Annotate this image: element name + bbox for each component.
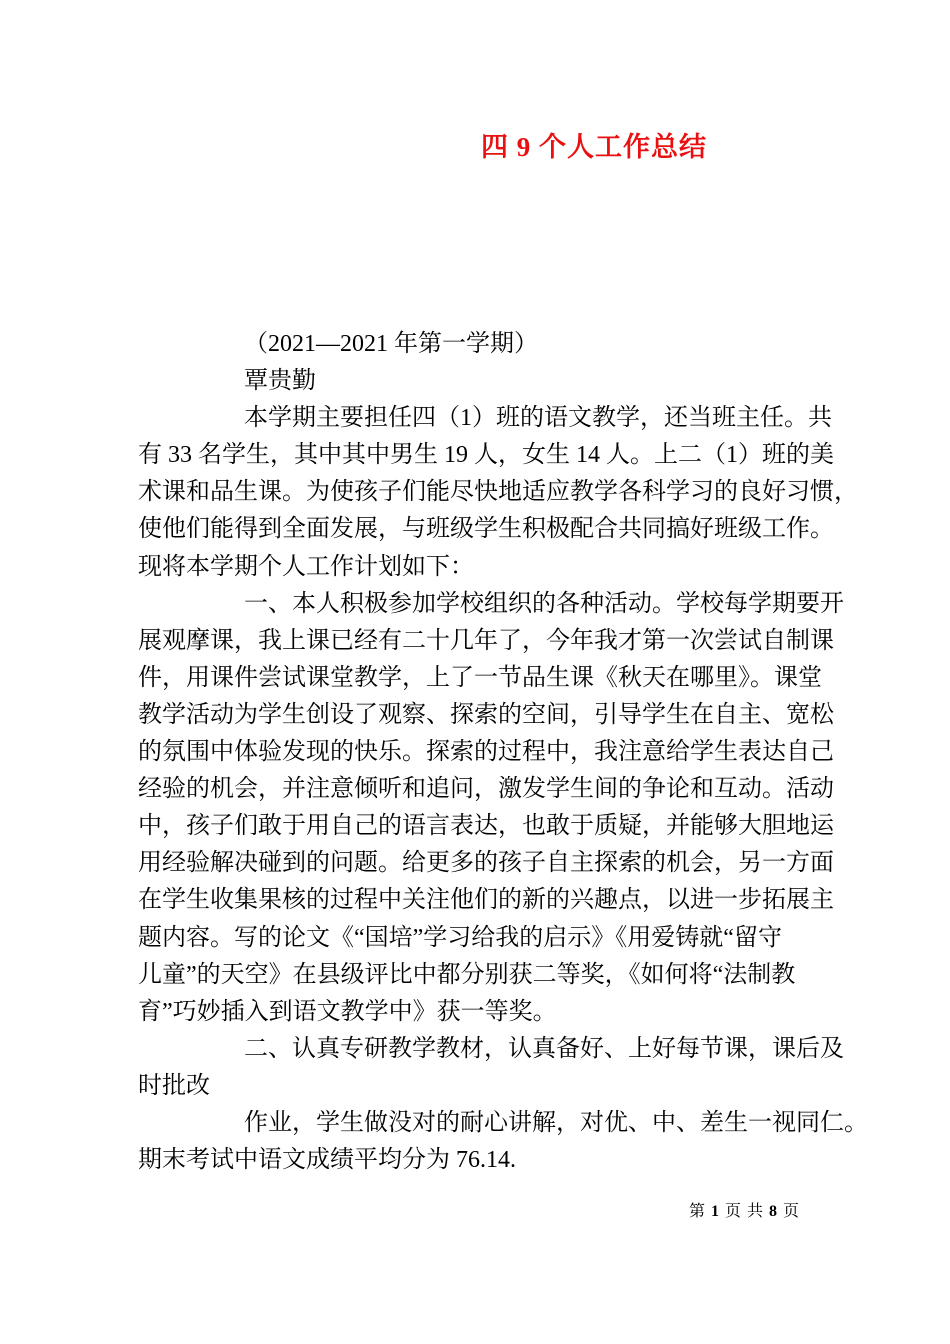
body-line: 教学活动为学生创设了观察、探索的空间，引导学生在自主、宽松 — [138, 701, 834, 728]
body-line: 使他们能得到全面发展，与班级学生积极配合共同搞好班级工作。 — [138, 516, 834, 543]
body-line: 在学生收集果核的过程中关注他们的新的兴趣点，以进一步拓展主 — [138, 887, 834, 914]
footer-label: 页 — [777, 1203, 800, 1220]
footer-page-number: 1 — [710, 1203, 720, 1220]
body-line: 中，孩子们敢于用自己的语言表达，也敢于质疑，并能够大胆地运 — [138, 813, 834, 840]
body-line: 展观摩课，我上课已经有二十几年了，今年我才第一次尝试自制课 — [138, 627, 834, 654]
body-line: 育”巧妙插入到语文教学中》获一等奖。 — [138, 998, 557, 1025]
body-line: 二、认真专研教学教材，认真备好、上好每节课，课后及 — [244, 1035, 844, 1062]
body-line: 经验的机会，并注意倾听和追问，激发学生间的争论和互动。活动 — [138, 776, 834, 803]
body-line: 期末考试中语文成绩平均分为 76.14. — [138, 1147, 516, 1174]
document-body — [138, 326, 868, 1179]
body-line: 题内容。写的论文《“国培”学习给我的启示》《用爱铸就“留守 — [138, 924, 782, 951]
body-line: （2021—2021 年第一学期） — [244, 331, 538, 357]
body-line: 有 33 名学生，其中其中男生 19 人，女生 14 人。上二（1）班的美 — [138, 442, 834, 469]
body-line: 用经验解决碰到的问题。给更多的孩子自主探索的机会，另一方面 — [138, 850, 834, 877]
body-line: 术课和品生课。为使孩子们能尽快地适应教学各科学习的良好习惯， — [138, 479, 858, 506]
body-line: 现将本学期个人工作计划如下： — [138, 553, 474, 580]
body-line: 覃贵勤 — [244, 368, 316, 395]
body-line: 件，用课件尝试课堂教学，上了一节品生课《秋天在哪里》。课堂 — [138, 664, 822, 691]
body-line: 的氛围中体验发现的快乐。探索的过程中，我注意给学生表达自己 — [138, 739, 834, 766]
body-line: 一、本人积极参加学校组织的各种活动。学校每学期要开 — [244, 590, 844, 617]
body-line: 作业，学生做没对的耐心讲解，对优、中、差生一视同仁。 — [244, 1109, 868, 1136]
body-line: 本学期主要担任四（1）班的语文教学，还当班主任。共 — [244, 405, 832, 432]
footer-label: 第 — [688, 1203, 711, 1220]
body-line: 时批改 — [138, 1072, 210, 1099]
footer-label: 页 共 — [719, 1203, 769, 1220]
document-title: 四 9 个人工作总结 — [481, 132, 707, 162]
body-line: 儿童”的天空》在县级评比中都分别获二等奖，《如何将“法制教 — [138, 961, 796, 988]
footer-page-number: 8 — [768, 1203, 778, 1220]
page-number-footer — [689, 1199, 800, 1225]
